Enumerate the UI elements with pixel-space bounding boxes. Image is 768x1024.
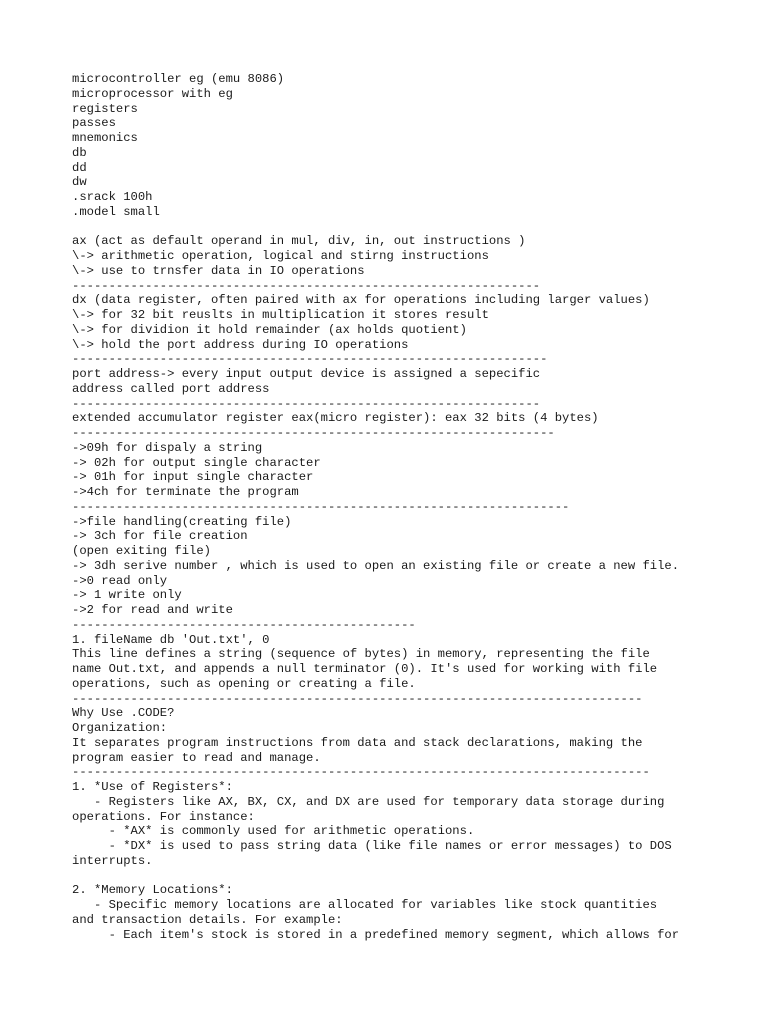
text-line: 2. *Memory Locations*: xyxy=(72,883,233,898)
text-line: interrupts. xyxy=(72,853,153,868)
separator-line: ----------------------------------------------- xyxy=(72,617,416,632)
text-line: -> 3dh serive number , which is used to open an existing file or create a new file. xyxy=(72,558,680,573)
separator-line: ------------------------------------------------------------------ xyxy=(72,426,555,440)
text-line: extended accumulator register eax(micro register): eax 32 bits (4 bytes) xyxy=(72,411,599,426)
text-line: - *DX* is used to pass string data (like file names or error messages) to DOS xyxy=(72,839,672,853)
text-line: db xyxy=(72,145,87,160)
text-line: -> 02h for output single character xyxy=(72,455,321,470)
text-line: \-> for 32 bit reuslts in multiplication it stores result xyxy=(72,308,489,322)
text-line: \-> for dividion it hold remainder (ax holds quotient) xyxy=(72,322,467,337)
text-line: port address-> every input output device is assigned a sepecific xyxy=(72,367,541,381)
text-line: mnemonics xyxy=(72,131,138,145)
text-line: -> 1 write only xyxy=(72,588,182,603)
text-line: address called port address xyxy=(72,381,270,396)
text-line: registers xyxy=(72,101,138,116)
text-line: - Specific memory locations are allocated for variables like stock quantities xyxy=(72,898,658,912)
text-line: It separates program instructions from data and stack declarations, making the xyxy=(72,735,643,750)
text-line: name Out.txt, and appends a null terminator (0). It's used for working with file xyxy=(72,662,658,676)
text-line: dw xyxy=(72,175,87,190)
text-line: dd xyxy=(72,160,87,175)
blank-line xyxy=(72,220,752,235)
text-line: operations, such as opening or creating a file. xyxy=(72,676,416,691)
text-line: microcontroller eg (emu 8086) xyxy=(72,72,285,86)
text-line: \-> use to trnsfer data in IO operations xyxy=(72,263,365,278)
text-line: and transaction details. For example: xyxy=(72,912,343,927)
text-line: microprocessor with eg xyxy=(72,86,233,101)
text-line: .model small xyxy=(72,204,160,219)
text-line: - Each item's stock is stored in a predefined memory segment, which allows for xyxy=(72,927,680,942)
document-page xyxy=(72,72,752,942)
separator-line: ---------------------------------------------------------------- xyxy=(72,396,541,411)
separator-line: ----------------------------------------------------------------- xyxy=(72,352,548,367)
text-line: \-> hold the port address during IO operations xyxy=(72,337,409,352)
separator-line: -------------------------------------------------------------------- xyxy=(72,499,570,514)
separator-line: ---------------------------------------------------------------- xyxy=(72,278,541,293)
text-line: program easier to read and manage. xyxy=(72,750,321,765)
text-line: Why Use .CODE? xyxy=(72,706,175,721)
text-line: -> 3ch for file creation xyxy=(72,529,248,544)
text-line: -> 01h for input single character xyxy=(72,470,314,485)
text-line: Organization: xyxy=(72,721,168,735)
text-line: (open exiting file) xyxy=(72,544,211,558)
text-line: operations. For instance: xyxy=(72,809,255,824)
text-line: ->4ch for terminate the program xyxy=(72,485,299,499)
text-line: - Registers like AX, BX, CX, and DX are used for temporary data storage during xyxy=(72,794,665,809)
text-line: ->2 for read and write xyxy=(72,603,233,617)
text-line: 1. fileName db 'Out.txt', 0 xyxy=(72,632,270,647)
text-line: ->file handling(creating file) xyxy=(72,514,292,529)
text-line: ->09h for dispaly a string xyxy=(72,440,263,455)
text-line: ->0 read only xyxy=(72,573,168,588)
blank-line xyxy=(72,869,752,884)
text-line: .srack 100h xyxy=(72,190,153,204)
separator-line: ------------------------------------------------------------------------------ xyxy=(72,691,643,706)
text-line: - *AX* is commonly used for arithmetic operations. xyxy=(72,824,475,839)
text-line: 1. *Use of Registers*: xyxy=(72,780,233,794)
text-line: This line defines a string (sequence of bytes) in memory, representing the file xyxy=(72,647,650,662)
text-line: \-> arithmetic operation, logical and stirng instructions xyxy=(72,249,489,263)
text-line: dx (data register, often paired with ax for operations including larger values) xyxy=(72,293,650,308)
separator-line: ------------------------------------------------------------------------------- xyxy=(72,765,650,780)
text-line: ax (act as default operand in mul, div, in, out instructions ) xyxy=(72,234,526,249)
text-line: passes xyxy=(72,116,116,131)
